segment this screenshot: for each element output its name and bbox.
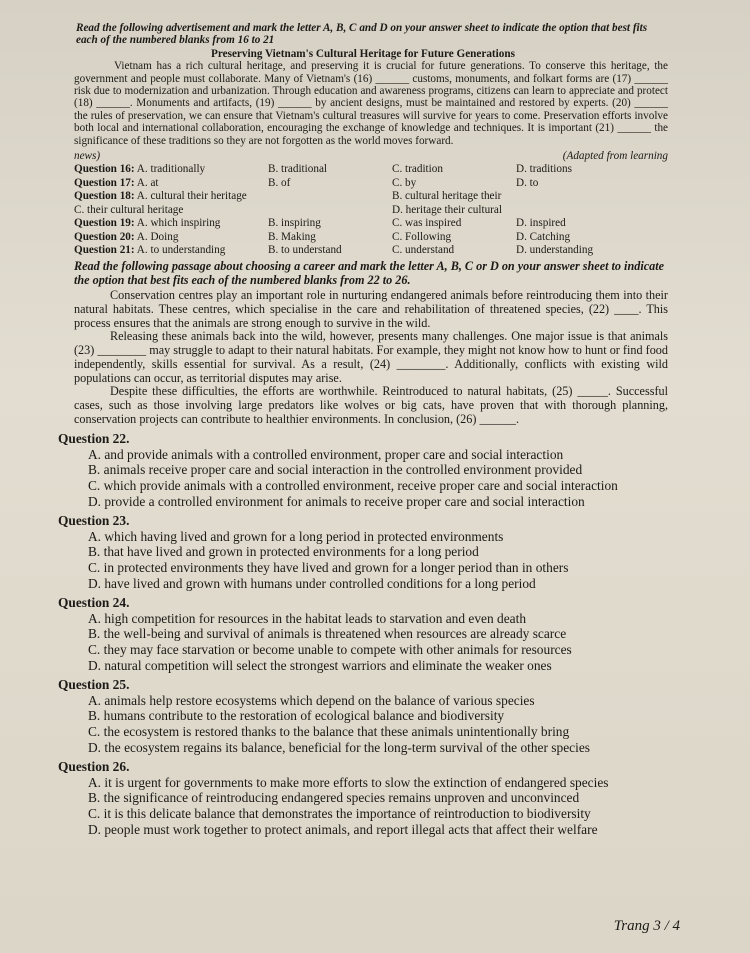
option-b: B. inspiring	[268, 217, 321, 230]
option-c: B. cultural heritage their	[392, 190, 502, 203]
question-label: Question 18:	[74, 190, 135, 203]
option-d	[516, 204, 616, 216]
source-line	[74, 150, 668, 162]
question-grid	[58, 163, 668, 256]
question-label: Question 20:	[74, 230, 135, 243]
mcq-option: D. have lived and grown with humans under controlled conditions for a long period	[88, 576, 536, 592]
option-c: C. by	[392, 176, 417, 189]
option-a-wrap	[74, 190, 264, 202]
mcq-question-label: Question 26.	[58, 758, 130, 774]
mcq-question-label: Question 23.	[58, 512, 130, 528]
question-label: Question 21:	[74, 243, 135, 256]
option-a: A. at	[136, 176, 159, 189]
mcq-option: C. in protected environments they have lived and grown for a longer period than in others	[88, 560, 569, 576]
question-label: Question 19:	[74, 217, 135, 230]
mcq-question-label: Question 22.	[58, 430, 130, 446]
option-d: D. Catching	[516, 230, 571, 243]
question-label: Question 17:	[74, 176, 135, 189]
mcq-option: A. which having lived and grown for a long period in protected environments	[88, 528, 504, 544]
option-b: B. Making	[268, 230, 316, 243]
worksheet-content	[58, 22, 668, 838]
option-d: D. inspired	[516, 217, 566, 230]
mcq-option: D. people must work together to protect animals, and report illegal acts that affect their welfare	[88, 822, 598, 837]
option-b: B. to understand	[268, 243, 342, 256]
mcq-option: B. the significance of reintroducing endangered species remains unproven and unconvinced	[88, 790, 580, 806]
option-c: C. was inspired	[392, 217, 462, 230]
mcq-question-label: Question 24.	[58, 594, 130, 610]
mcq-option: A. high competition for resources in the habitat leads to starvation and even death	[88, 610, 527, 626]
source-left: news)	[74, 150, 101, 163]
option-c: D. heritage their cultural	[392, 203, 502, 216]
part2-section	[58, 260, 668, 427]
mcq-option: D. provide a controlled environment for animals to receive proper care and social interaction	[88, 494, 585, 510]
mcq-option: C. the ecosystem is restored thanks to the balance that these animals unintentionally bring	[88, 724, 570, 740]
mcq-option: A. animals help restore ecosystems which depend on the balance of various species	[88, 692, 535, 708]
option-a-wrap	[74, 217, 264, 229]
option-a: A. to understanding	[136, 243, 226, 256]
option-a: A. cultural their heritage	[136, 190, 247, 203]
mcq-option: C. it is this delicate balance that demonstrates the importance of reintroduction to biodiversity	[88, 806, 591, 822]
option-d: D. understanding	[516, 243, 594, 256]
part2-paragraph-2: Releasing these animals back into the wild, however, presents many challenges. One major issue is that animals (23) ________ may struggle to adapt to their natural habitats. For example, they might not know how to hunt or find food independently, skills essential for survival. As a result, (24) ________. Additionally, conflicts with existing wild populations can occur, as territorial disputes may arise.	[74, 329, 668, 385]
question-row	[74, 190, 668, 202]
option-a-wrap	[74, 177, 264, 189]
passage-text: Vietnam has a rich cultural heritage, and preserving it is crucial for future generations. To conserve this heritage, the government and people must collaborate. Many of Vietnam's (16) ______ customs, monuments, and folkart forms are (17) ______ risk due to modernization and urbanization. Through education and awareness programs, citizens can learn to appreciate and protect (18) ______. Monuments and artifacts, (19) ______ by ancient designs, must be maintained and restored by experts. (20) ______ the rules of preservation, we can ensure that Vietnam's cultural treasures will survive for years to come. Preservation efforts involve both local and international collaboration, encouraging the exchange of knowledge and techniques. It is important (21) ______ the significance of these traditions so they are not forgotten as the world moves forward.	[74, 60, 668, 147]
mcq-option: C. they may face starvation or become unable to compete with other animals for resources	[88, 642, 572, 658]
mcq-option: C. which provide animals with a controlled environment, receive proper care and social interaction	[88, 478, 618, 494]
mcq-option: A. and provide animals with a controlled environment, proper care and social interaction	[88, 446, 564, 462]
option-b: B. of	[268, 176, 291, 189]
part2-paragraph-3: Despite these difficulties, the efforts are worthwhile. Reintroduced to natural habitats, (25) _____. Successful cases, such as those involving large predators like wolves or big cats, have proven that with thorough planning, conservation projects can contribute to healthier environments. In conclusion, (26) ______.	[74, 384, 668, 427]
option-c: C. understand	[392, 243, 455, 256]
question-row	[74, 204, 668, 216]
option-b	[268, 204, 388, 216]
option-a-wrap	[74, 244, 264, 256]
mcq-question-label: Question 25.	[58, 676, 130, 692]
option-b: B. traditional	[268, 163, 328, 176]
question-row	[74, 244, 668, 256]
passage-title: Preserving Vietnam's Cultural Heritage for Future Generations	[211, 47, 515, 60]
part1-instruction: Read the following advertisement and mark the letter A, B, C and D on your answer sheet to indicate the option that best fits each of the numbered blanks from 16 to 21	[76, 22, 648, 47]
option-a: A. which inspiring	[136, 217, 221, 230]
option-a-wrap	[74, 204, 264, 216]
option-c: C. tradition	[392, 163, 443, 176]
part2-instruction: Read the following passage about choosing a career and mark the letter A, B, C or D on your answer sheet to indicate the option that best fits each of the numbered blanks from 22 to 26.	[74, 259, 665, 288]
option-d	[516, 190, 616, 202]
multiple-choice-list	[58, 431, 668, 838]
mcq-option: D. natural competition will select the strongest warriors and eliminate the weaker ones	[88, 658, 552, 674]
option-c: C. Following	[392, 230, 452, 243]
option-a: A. Doing	[136, 230, 179, 243]
mcq-option: B. animals receive proper care and social interaction in the controlled environment provided	[88, 462, 583, 478]
question-row	[74, 217, 668, 229]
question-label: Question 16:	[74, 163, 135, 176]
mcq-option: B. that have lived and grown in protected environments for a long period	[88, 544, 479, 560]
mcq-option: D. the ecosystem regains its balance, beneficial for the long-term survival of the other species	[88, 740, 590, 756]
option-a-wrap	[74, 163, 264, 175]
mcq-option: A. it is urgent for governments to make more efforts to slow the extinction of endangered species	[88, 774, 609, 790]
mcq-option: B. the well-being and survival of animals is threatened when resources are already scarce	[88, 626, 567, 642]
mcq-option: B. humans contribute to the restoration of ecological balance and biodiversity	[88, 708, 505, 724]
option-a: A. traditionally	[136, 163, 206, 176]
option-d: D. to	[516, 176, 539, 189]
option-b	[268, 190, 388, 202]
source-right: (Adapted from learning	[562, 150, 668, 163]
option-d: D. traditions	[516, 163, 572, 176]
question-row	[74, 163, 668, 175]
question-row	[74, 231, 668, 243]
question-row	[74, 177, 668, 189]
page-number: Trang 3 / 4	[613, 918, 680, 934]
option-a-wrap	[74, 231, 264, 243]
option-a: C. their cultural heritage	[74, 203, 184, 216]
part2-paragraph-1: Conservation centres play an important role in nurturing endangered animals before reintroducing them into their natural habitats. These centres, which specialise in the care and rehabilitation of threatened species, (22) ____. This process ensures that the animals are strong enough to survive in the wild.	[74, 287, 668, 330]
